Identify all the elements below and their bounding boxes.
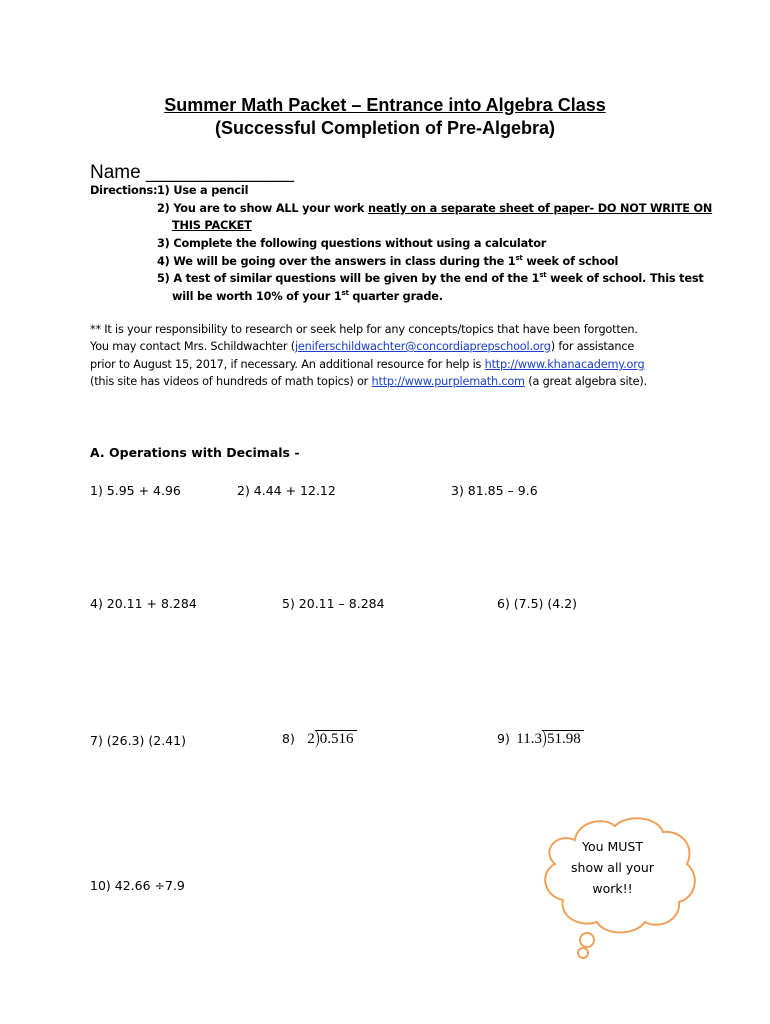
problem-5: 5) 20.11 – 8.284 bbox=[282, 596, 385, 611]
note-line-2-text: You may contact Mrs. Schildwachter ( bbox=[90, 340, 295, 353]
bubble-dot-small bbox=[578, 948, 588, 958]
note-line-2-end: ) for assistance bbox=[550, 340, 635, 353]
problem-9-label: 9) bbox=[497, 731, 510, 746]
divisor: 2 bbox=[307, 731, 315, 747]
page-title: Summer Math Packet – Entrance into Algebra Class bbox=[164, 95, 606, 115]
dividend-value: 51.98 bbox=[547, 731, 581, 747]
direction-item-4-end: week of school bbox=[522, 254, 619, 268]
problem-9 bbox=[497, 730, 584, 748]
direction-item-2-text: 2) You are to show ALL your work bbox=[157, 202, 368, 215]
bubble-text bbox=[555, 836, 670, 899]
problem-2: 2) 4.44 + 12.12 bbox=[237, 483, 336, 498]
purplemath-link[interactable]: http://www.purplemath.com bbox=[371, 375, 525, 388]
direction-item-5-text: 5) A test of similar questions will be given by the end of the 1 bbox=[157, 271, 540, 285]
bubble-dot-large bbox=[580, 933, 594, 947]
problem-7: 7) (26.3) (2.41) bbox=[90, 733, 186, 748]
direction-item-5 bbox=[157, 271, 704, 285]
bubble-line-3: work!! bbox=[592, 881, 633, 896]
problem-3: 3) 81.85 – 9.6 bbox=[451, 483, 538, 498]
note-line-2 bbox=[90, 340, 634, 353]
direction-item-5-cont bbox=[172, 289, 443, 303]
direction-item-2 bbox=[157, 202, 712, 215]
page-subtitle: (Successful Completion of Pre-Algebra) bbox=[214, 118, 556, 138]
note-line-1: ** It is your responsibility to research or seek help for any concepts/topics that have been forgotten. bbox=[90, 323, 638, 336]
direction-item-5-cont-text: will be worth 10% of your 1 bbox=[172, 289, 342, 303]
problem-1: 1) 5.95 + 4.96 bbox=[90, 483, 181, 498]
long-division-9 bbox=[516, 730, 583, 748]
problem-4: 4) 20.11 + 8.284 bbox=[90, 596, 197, 611]
note-line-3 bbox=[90, 358, 644, 371]
note-line-3-text: prior to August 15, 2017, if necessary. An additional resource for help is bbox=[90, 358, 485, 371]
bubble-line-2: show all your bbox=[571, 860, 654, 875]
directions-label: Directions: bbox=[90, 184, 158, 197]
direction-item-4-text: 4) We will be going over the answers in class during the 1 bbox=[157, 254, 516, 268]
direction-item-5-sup: st bbox=[539, 271, 547, 279]
khanacademy-link[interactable]: http://www.khanacademy.org bbox=[484, 358, 645, 371]
direction-item-4-sup: st bbox=[515, 254, 523, 262]
direction-item-1: 1) Use a pencil bbox=[157, 184, 249, 197]
name-field-label: Name ______________ bbox=[90, 162, 294, 183]
dividend bbox=[542, 730, 584, 748]
bubble-line-1: You MUST bbox=[581, 839, 644, 854]
direction-item-5-end: week of school. This test bbox=[546, 271, 704, 285]
direction-item-5-cont-end: quarter grade. bbox=[348, 289, 443, 303]
direction-item-2-cont: THIS PACKET bbox=[172, 219, 252, 232]
email-link[interactable]: jeniferschildwachter@concordiaprepschool.org bbox=[294, 340, 551, 353]
note-line-4 bbox=[90, 375, 647, 388]
section-heading: A. Operations with Decimals - bbox=[90, 445, 300, 460]
note-line-4-text: (this site has videos of hundreds of math topics) or bbox=[90, 375, 372, 388]
long-division-8 bbox=[307, 730, 356, 748]
divisor: 11.3 bbox=[516, 731, 542, 747]
problem-6: 6) (7.5) (4.2) bbox=[497, 596, 578, 611]
note-line-4-end: (a great algebra site). bbox=[524, 375, 647, 388]
dividend-value: 0.516 bbox=[319, 731, 354, 747]
direction-item-4 bbox=[157, 254, 618, 268]
division-bracket bbox=[312, 730, 319, 748]
problem-10: 10) 42.66 ÷7.9 bbox=[90, 878, 185, 893]
dividend bbox=[315, 730, 357, 748]
direction-item-2-underlined: neatly on a separate sheet of paper- DO NOT WRITE ON bbox=[367, 202, 713, 215]
problem-8 bbox=[282, 730, 357, 748]
direction-item-3: 3) Complete the following questions without using a calculator bbox=[157, 237, 547, 250]
problem-8-label: 8) bbox=[282, 731, 295, 746]
division-bracket bbox=[539, 730, 546, 748]
direction-item-5-sup2: st bbox=[341, 289, 349, 297]
